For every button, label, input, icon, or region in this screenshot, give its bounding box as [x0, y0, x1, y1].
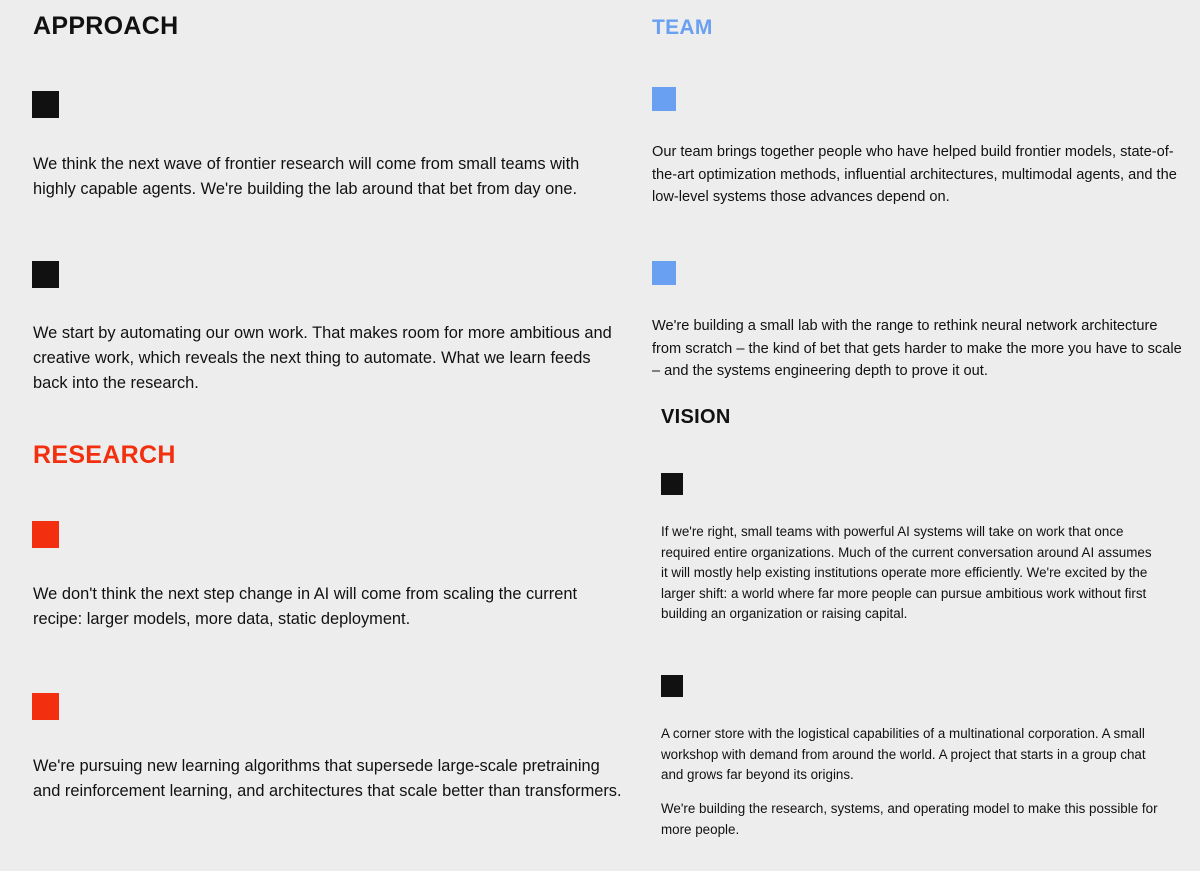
- vision-paragraph-2: A corner store with the logistical capabilities of a multinational corporation. A small workshop with demand from around the world. A project that starts in a group chat and grows far beyond its origins.: [661, 726, 1146, 782]
- approach-paragraph-1: We think the next wave of frontier research will come from small teams with highly capable agents. We're building the lab around that bet from day one.: [33, 155, 580, 198]
- research-paragraph-1: We don't think the next step change in AI will come from scaling the current recipe: larger models, more data, static deployment.: [33, 585, 577, 628]
- team-paragraph-1: Our team brings together people who have helped build frontier models, state-of-the-art optimization methods, influential architectures, multimodal agents, and the low-level systems those advances depend on.: [652, 144, 1177, 205]
- approach-heading: APPROACH: [33, 12, 179, 40]
- vision-heading: VISION: [661, 406, 731, 428]
- team-marker-square: [652, 261, 676, 285]
- research-paragraph-2: We're pursuing new learning algorithms that supersede large-scale pretraining and reinforcement learning, and architectures that scale better than transformers.: [33, 757, 622, 800]
- vision-marker-square: [661, 473, 683, 495]
- research-marker-square: [32, 521, 59, 548]
- vision-marker-square: [661, 675, 683, 697]
- team-heading: TEAM: [652, 16, 713, 39]
- team-marker-square: [652, 87, 676, 111]
- approach-paragraph-2: We start by automating our own work. That makes room for more ambitious and creative work, which reveals the next thing to automate. What we learn feeds back into the research.: [33, 324, 612, 392]
- vision-paragraph-1: If we're right, small teams with powerful AI systems will take on work that once required entire organizations. Much of the current conversation around AI assumes it will mostly help existing institutions operate more efficiently. We're excited by the larger shift: a world where far more people can pursue ambitious work without first building an organization or raising capital.: [661, 524, 1152, 621]
- vision-paragraph-3: We're building the research, systems, and operating model to make this possible for more people.: [661, 801, 1158, 837]
- approach-marker-square: [32, 91, 59, 118]
- team-paragraph-2: We're building a small lab with the range to rethink neural network architecture from scratch – the kind of bet that gets harder to make the more you have to scale – and the systems engineering depth to prove it out.: [652, 318, 1182, 379]
- research-marker-square: [32, 693, 59, 720]
- research-heading: RESEARCH: [33, 441, 176, 469]
- approach-marker-square: [32, 261, 59, 288]
